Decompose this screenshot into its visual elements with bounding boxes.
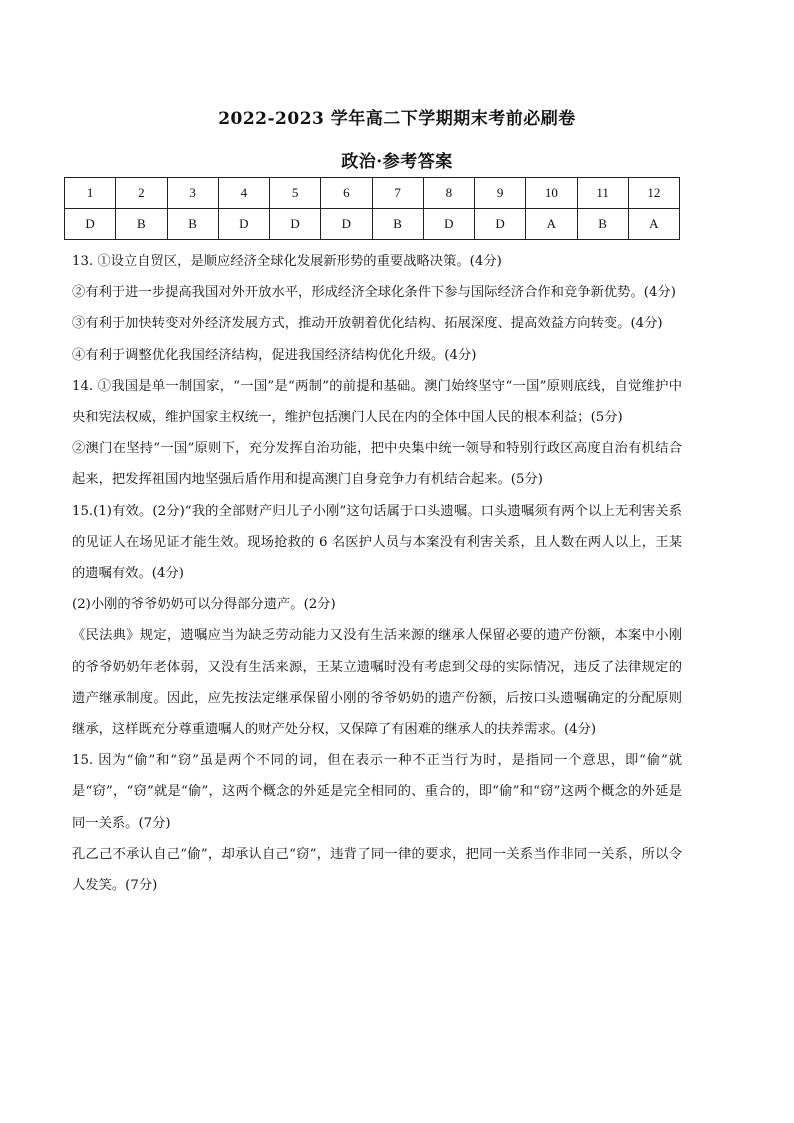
q15-logic-conclusion: 孔乙己不承认自己“偷”，却承认自己“窃”，违背了同一律的要求，把同一关系当作非同一关系，所以令人发笑。(7分): [72, 846, 682, 894]
answer-row: [65, 209, 680, 240]
answer-cell: B: [577, 209, 628, 240]
question-number: 4: [218, 178, 269, 209]
q13-point-3: ③有利于加快转变对外经济发展方式，推动开放朝着优化结构、拓展深度、提高效益方向转变。(4分): [72, 316, 663, 332]
answer-cell: D: [218, 209, 269, 240]
answer-explanations: [72, 246, 682, 901]
q14-point-1: 14. ①我国是单一制国家，“一国”是“两制”的前提和基础。澳门始终坚守“一国”原则底线，自觉维护中央和宪法权威，维护国家主权统一，维护包括澳门人民在内的全体中国人民的根本利益；(5分): [72, 378, 682, 426]
question-number-row: [65, 178, 680, 209]
question-number: 9: [475, 178, 526, 209]
q15-part-2: (2)小刚的爷爷奶奶可以分得部分遗产。(2分): [72, 597, 336, 613]
document-subtitle: 政治·参考答案: [341, 152, 453, 172]
answer-cell: B: [372, 209, 423, 240]
question-number: 5: [270, 178, 321, 209]
q15-logic-answer: 15. 因为“偷”和“窃”虽是两个不同的词，但在表示一种不正当行为时，是指同一个意思，即“偷”就是“窃”，“窃”就是“偷”，这两个概念的外延是完全相同的、重合的，即“偷”和“窃”这两个概念的外延是同一关系。(7分): [72, 753, 682, 831]
question-number: 3: [167, 178, 218, 209]
answer-cell: A: [628, 209, 679, 240]
q13-point-1: 13. ①设立自贸区，是顺应经济全球化发展新形势的重要战略决策。(4分): [72, 254, 502, 269]
q15-part-1: 15.(1)有效。(2分)“我的全部财产归儿子小刚”这句话属于口头遗嘱。口头遗嘱须有两个以上无利害关系的见证人在场见证才能生效。现场抢救的 6 名医护人员与本案没有利害关系，且人数在两人以上，王某的遗嘱有效。(4分): [72, 503, 682, 582]
answer-cell: B: [167, 209, 218, 240]
answer-cell: B: [116, 209, 167, 240]
q13-point-4: ④有利于调整优化我国经济结构，促进我国经济结构优化升级。(4分): [72, 347, 477, 363]
q13-point-2: ②有利于进一步提高我国对外开放水平，形成经济全球化条件下参与国际经济合作和竞争新优势。(4分): [72, 285, 676, 301]
question-number: 7: [372, 178, 423, 209]
answer-cell: D: [321, 209, 372, 240]
question-number: 10: [526, 178, 577, 209]
question-number: 11: [577, 178, 628, 209]
q14-point-2: ②澳门在坚持“一国”原则下，充分发挥自治功能，把中央集中统一领导和特别行政区高度自治有机结合起来，把发挥祖国内地坚强后盾作用和提高澳门自身竞争力有机结合起来。(5分): [72, 441, 682, 488]
answer-cell: A: [526, 209, 577, 240]
answer-cell: D: [270, 209, 321, 240]
question-number: 8: [423, 178, 474, 209]
document-title: 2022-2023 学年高二下学期期末考前必刷卷: [218, 109, 576, 129]
answer-table: [64, 177, 680, 240]
question-number: 12: [628, 178, 679, 209]
answer-cell: D: [423, 209, 474, 240]
answer-cell: D: [65, 209, 116, 240]
question-number: 6: [321, 178, 372, 209]
question-number: 2: [116, 178, 167, 209]
question-number: 1: [65, 178, 116, 209]
answer-cell: D: [475, 209, 526, 240]
q15-part-2-explanation: 《民法典》规定，遗嘱应当为缺乏劳动能力又没有生活来源的继承人保留必要的遗产份额，本案中小刚的爷爷奶奶年老体弱，又没有生活来源，王某立遗嘱时没有考虑到父母的实际情况，违反了法律规定的遗产继承制度。因此，应先按法定继承保留小刚的爷爷奶奶的遗产份额，后按口头遗嘱确定的分配原则继承，这样既充分尊重遗嘱人的财产处分权，又保障了有困难的继承人的扶养需求。(4分): [72, 628, 682, 738]
